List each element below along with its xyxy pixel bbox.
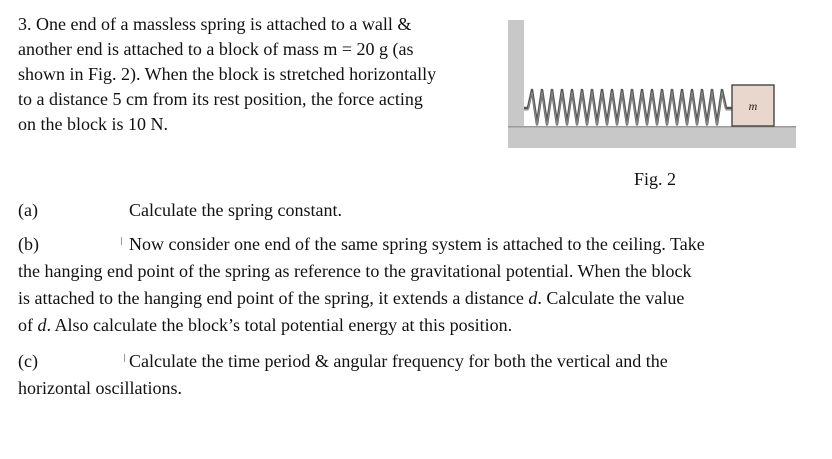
- tick-mark: [124, 354, 125, 362]
- part-c: [18, 348, 818, 404]
- variable-d: d: [528, 288, 538, 308]
- part-b-line2: the hanging end point of the spring as reference to the gravitational potential. When the block: [18, 261, 692, 281]
- part-c-label: (c): [18, 351, 38, 371]
- part-b-line1: Now consider one end of the same spring system is attached to the ceiling. Take: [129, 234, 705, 254]
- part-a-text: Calculate the spring constant.: [129, 200, 342, 220]
- part-c-line2: horizontal oscillations.: [18, 378, 182, 398]
- spring-diagram: [508, 20, 798, 155]
- intro-line: shown in Fig. 2). When the block is stretched horizontally: [18, 64, 437, 84]
- part-b-label: (b): [18, 234, 39, 254]
- part-b-line3-text: is attached to the hanging end point of the spring, it extends a distance: [18, 288, 529, 308]
- part-c-line1: Calculate the time period & angular frequency for both the vertical and the: [129, 351, 668, 371]
- part-b-line4-end: . Also calculate the block’s total potential energy at this position.: [46, 315, 513, 335]
- intro-line: to a distance 5 cm from its rest position, the force acting: [18, 89, 423, 109]
- floor: [508, 126, 796, 148]
- question-intro: [18, 12, 498, 137]
- intro-line: another end is attached to a block of mass m = 20 g (as: [18, 39, 414, 59]
- part-b: [18, 231, 818, 341]
- part-b-line3: [18, 285, 684, 311]
- intro-line: on the block is 10 N.: [18, 114, 168, 134]
- figure-caption: Fig. 2: [634, 169, 677, 189]
- spring-block-figure: [508, 20, 798, 155]
- part-b-line4: [18, 312, 512, 338]
- tick-mark: [121, 237, 122, 245]
- wall: [508, 20, 524, 132]
- part-b-line4-text: of: [18, 315, 38, 335]
- block-mass-label: m: [748, 99, 758, 113]
- part-b-line3-end: . Calculate the value: [537, 288, 685, 308]
- intro-line: 3. One end of a massless spring is attached to a wall &: [18, 14, 412, 34]
- variable-d: d: [37, 315, 47, 335]
- part-a: [18, 197, 818, 223]
- part-a-label: (a): [18, 200, 38, 220]
